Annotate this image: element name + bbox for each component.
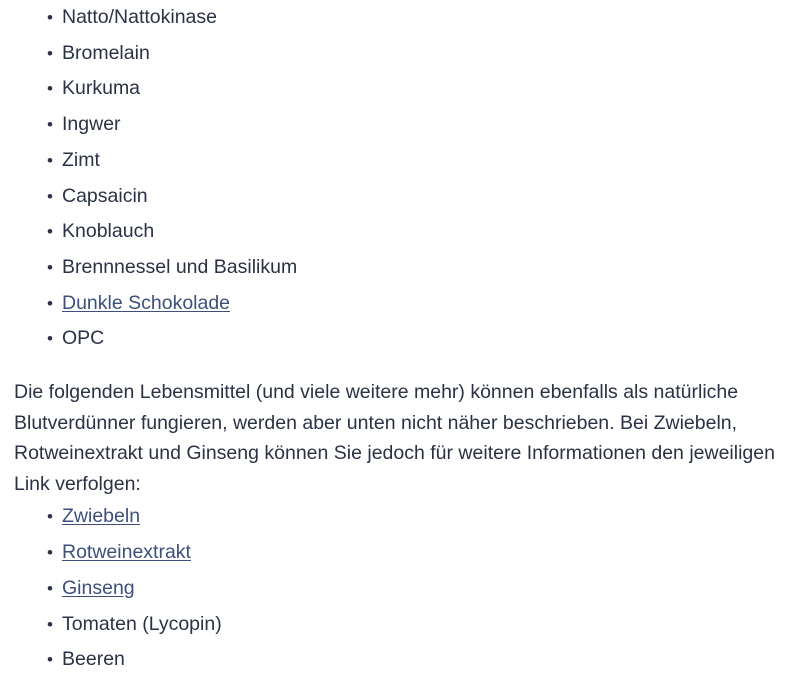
list-item-label: Brennnessel und Basilikum (62, 255, 298, 278)
list-item-label: Beeren (62, 648, 125, 671)
list-item[interactable] (14, 499, 788, 535)
list-item[interactable] (14, 535, 788, 571)
list-item (14, 71, 788, 107)
list-item[interactable] (14, 286, 788, 322)
list-item-label: Capsaicin (62, 184, 148, 207)
supplement-list (14, 0, 788, 357)
list-item (14, 250, 788, 286)
list-item-link[interactable]: Rotweinextrakt (62, 541, 191, 564)
list-item (14, 179, 788, 215)
list-item (14, 143, 788, 179)
list-item-label: Kurkuma (62, 77, 141, 100)
list-item (14, 214, 788, 250)
list-item[interactable] (14, 571, 788, 607)
list-item (14, 642, 788, 678)
food-list (14, 499, 788, 678)
list-item-link[interactable]: Ginseng (62, 576, 135, 599)
list-item-label: Tomaten (Lycopin) (62, 612, 222, 635)
list-item (14, 36, 788, 72)
list-item-link[interactable]: Dunkle Schokolade (62, 291, 231, 314)
list-item-label: Natto/Nattokinase (62, 6, 218, 28)
list-item (14, 607, 788, 643)
list-item-label: Knoblauch (62, 220, 155, 243)
list-item (14, 0, 788, 36)
list-item (14, 321, 788, 357)
list-item-label: Zimt (62, 148, 100, 171)
list-item-label: OPC (62, 327, 105, 350)
list-item-label: Bromelain (62, 41, 150, 64)
intro-paragraph: Die folgenden Lebensmittel (und viele weitere mehr) können ebenfalls als natürliche Blutverdünner fungieren, werden aber unten nicht näher beschrieben. Bei Zwiebeln, Rotweinextrakt und Ginseng können Sie jedoch für weitere Informationen den jeweiligen Link verfolgen: (14, 381, 775, 495)
list-item-link[interactable]: Zwiebeln (62, 505, 141, 528)
list-item (14, 107, 788, 143)
list-item-label: Ingwer (62, 113, 121, 136)
